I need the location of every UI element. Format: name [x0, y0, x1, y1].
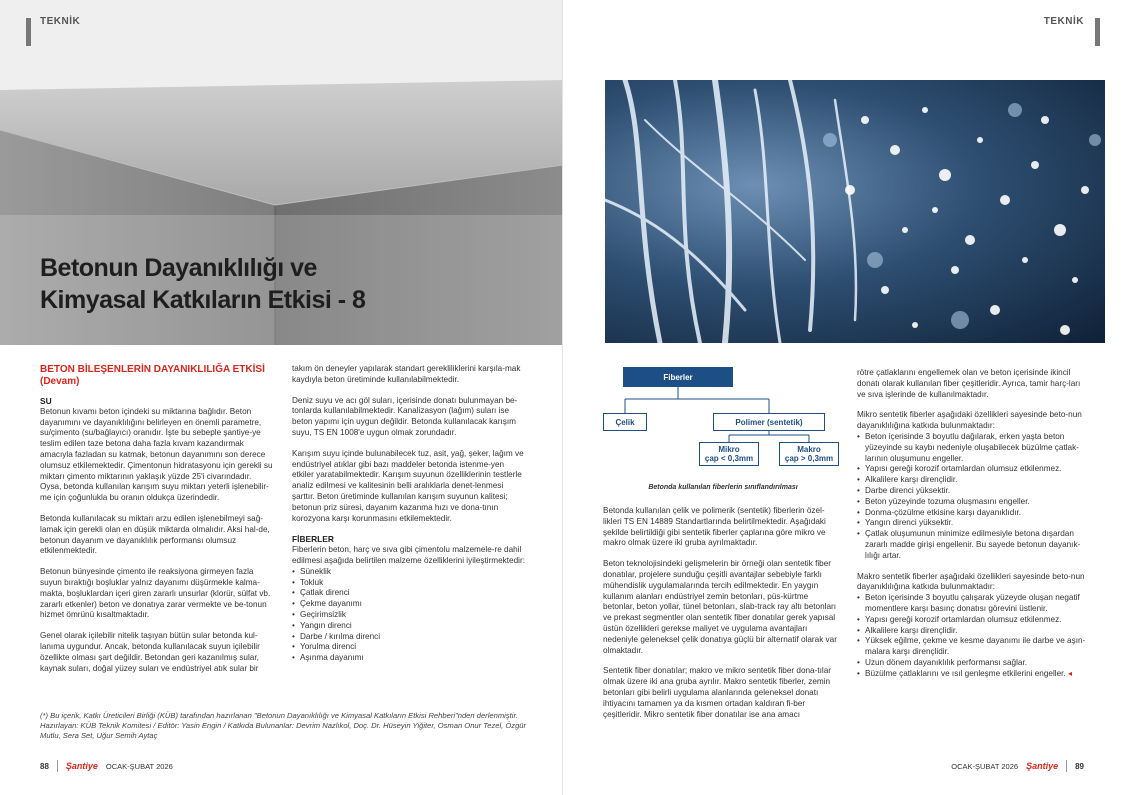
- diagram-node-root: Fiberler: [623, 367, 733, 387]
- list-item: • Aşınma dayanımı: [292, 653, 526, 664]
- section-heading: [40, 364, 274, 388]
- water-splash-photo: [605, 80, 1105, 343]
- paragraph: Betonun bünyesinde çimento ile reaksiyona girmeyen fazla suyun bıraktığı boşluklar yalnız dayanımı düşürmekle kalma-makta, boşluklardan içeri giren zararlı unsurlar (klorür, sülfat vb. zararlı etkenler) beton ve donatıya zarar vermekte ve be-tonun hizmet ömrünü kısaltmaktadır.: [40, 567, 271, 620]
- list-item: • Yangın direnci: [292, 621, 526, 632]
- fiber-properties-list: [292, 567, 526, 664]
- section-tag-bar: [26, 18, 31, 46]
- list-item: • Yapısı gereği korozif ortamlardan olumsuz etkilenmez.: [857, 615, 1087, 626]
- section-tag: TEKNİK: [40, 16, 81, 27]
- right-column-1: [603, 506, 837, 730]
- list-item: • Çatlak oluşumunun minimize edilmesiyle betona dışardan zararlı madde girişi engellenir. Bu sayede betonun dayanık-lılığı artar.: [857, 529, 1087, 561]
- paragraph: Beton teknolojisindeki gelişmelerin bir örneği olan sentetik fiber donatılar, projelere sunduğu çeşitli avantajlar sebebiyle farklı mühendislik uygulamalarında tercih edilmektedir. En yaygın kullanım alanları endüstriyel zemin betonları, püs-kürtme betonlar, beton yollar, tünel betonları, slab-track ray altı betonları ve prekast segmentler olan sentetik fiber donatılar gerek yapısal üstün özellikleri gerekse maliyet ve uygulama avantajları nedeniyle geleneksel çelik donatıya güçlü bir alternatif olarak var olmaktadır.: [603, 559, 837, 655]
- section-tag-bar: [1095, 18, 1100, 46]
- paragraph: Genel olarak içilebilir nitelik taşıyan bütün sular betonda kul-lanıma uygundur. Ancak, betonda kullanılacak suyun içilebilir özellikte olması şart değildir. Betondan geri kazanılmış sular, kaynak suları, doğal yüzey suları ve endüstriyel atık sular bir: [40, 631, 260, 673]
- diagram-node-micro: [699, 442, 759, 466]
- diagram-node-steel: Çelik: [603, 413, 647, 431]
- list-item: • Çekme dayanımı: [292, 599, 526, 610]
- list-item: • Alkalilere karşı dirençlidir.: [857, 626, 1087, 637]
- title-line-2: Kimyasal Katkıların Etkisi - 8: [40, 286, 366, 314]
- list-item: • Süneklik: [292, 567, 526, 578]
- paragraph: Betonda kullanılacak su miktarı arzu edilen işlenebilmeyi sağ-lamak için gerekli olan en düşük miktarda olmalıdır. Aksi hal-de, betonun dayanım ve dayanıklılık performansı olumsuz etkilenmektedir.: [40, 513, 270, 556]
- footnote: (*) Bu içerik, Katkı Üreticileri Birliği (KÜB) tarafından hazırlanan "Betonun Dayanıklılığı ve Kimyasal Katkıların Etkisi Rehberi"nden derlenmiştir. Hazırlayan: KÜB Teknik Komitesi / Editör: Yasin Engin / Katkıda Bulunanlar: Devrim Nazlıkol, Doç. Dr. Hüseyin Yiğiter, Osman Onur Tezel, Özgür Mutlu, Sera Set, Uğur Semih Aytaç: [40, 711, 527, 740]
- list-item: • Çatlak direnci: [292, 588, 526, 599]
- micro-fiber-list: [857, 432, 1087, 562]
- right-footer: [951, 760, 1084, 772]
- macro-fiber-list: [857, 593, 1087, 679]
- section-heading-line-2: (Devam): [40, 376, 80, 387]
- page-number: 89: [1075, 761, 1084, 771]
- magazine-logo: Şantiye: [1026, 761, 1059, 771]
- fiber-heading: FİBERLER: [292, 534, 334, 545]
- list-item: • Tokluk: [292, 578, 526, 589]
- paragraph: Betonda kullanılan çelik ve polimerik (sentetik) fiberlerin özel-likleri TS EN 14889 Standartlarında belirtilmektedir. Aşağıdaki şekilde belirtildiği gibi sentetik fiberler çaplarına göre mikro ve makro olmak üzere iki gruba ayrılmaktadır.: [603, 506, 826, 548]
- list-item: • Darbe / kırılma direnci: [292, 632, 526, 643]
- diagram-caption: Betonda kullanılan fiberlerin sınıflandırılması: [648, 484, 798, 491]
- micro-fiber-intro: Mikro sentetik fiberler aşağıdaki özellikleri sayesinde beto-nun dayanıklılığına katkıda bulunmaktadır:: [857, 410, 1082, 431]
- left-column-1: [40, 364, 274, 684]
- su-heading: SU: [40, 396, 52, 406]
- diagram-node-polymer: Polimer (sentetik): [713, 413, 825, 431]
- paragraph: Betonun kıvamı beton içindeki su miktarına bağlıdır. Beton dayanımını ve dayanıklılığını belirleyen en önemli parametre, su/çimento (su/bağlayıcı) oranıdır. İşte bu sebeple şantiye-ye teslim edilen taze betona daha fazla kıvam kazandırmak amacıyla fazladan su katmak, betonun dayanımını son derece olumsuz etkilemektedir. Çimentonun hidratasyonu için gerekli su miktarı çimento miktarının yaklaşık yüzde 25'i civarındadır. Oysa, betonda kullanılan karışım suyu miktarı yeterli işlenebilir-me için çoğunlukla bu oranın oldukça üzerindedir.: [40, 406, 273, 503]
- list-item: • Yüksek eğilme, çekme ve kesme dayanımı ile darbe ve aşın-malara karşı dirençlidir.: [857, 636, 1087, 658]
- macro-diameter: çap > 0,3mm: [784, 454, 834, 463]
- right-page: [563, 0, 1126, 795]
- macro-label: Makro: [797, 445, 821, 454]
- paragraph: takım ön deneyler yapılarak standart gerekliliklerini karşıla-mak kaydıyla beton üretiminde kullanılabilmektedir.: [292, 364, 521, 384]
- fiber-intro: Fiberlerin beton, harç ve sıva gibi çimentolu malzemele-re dahil edilmesi aşağıda belirtilen malzeme özelliklerini iyileştirmektedir:: [292, 545, 525, 565]
- left-column-2: [292, 364, 526, 664]
- list-item: • Beton içerisinde 3 boyutlu çalışarak yüzeyde oluşan negatif momentlere karşı basınç donatısı görevini üstlenir.: [857, 593, 1087, 615]
- right-column-2: [857, 368, 1087, 680]
- section-heading-line-1: BETON BİLEŞENLERİN DAYANIKLILIĞA ETKİSİ: [40, 364, 265, 375]
- footer-divider: [1066, 760, 1067, 772]
- list-item: • Darbe direnci yüksektir.: [857, 486, 1087, 497]
- fiber-classification-diagram: [603, 365, 843, 480]
- list-item: • Alkalilere karşı dirençlidir.: [857, 475, 1087, 486]
- list-item: • Yangın direnci yüksektir.: [857, 518, 1087, 529]
- left-footer: [40, 760, 173, 772]
- list-item: • Yorulma direnci: [292, 642, 526, 653]
- article-title: [40, 252, 365, 316]
- list-item: • Uzun dönem dayanıklılık performansı sağlar.: [857, 658, 1087, 669]
- water-splash-illustration: [605, 80, 1105, 343]
- section-tag: TEKNİK: [1043, 16, 1084, 27]
- list-item: [857, 669, 1087, 680]
- paragraph: Sentetik fiber donatılar; makro ve mikro sentetik fiber dona-tılar olmak üzere iki ana gruba ayrılır. Makro sentetik fiberler, zemin betonları gibi belirli uygulama alanlarında geleneksel donatı ihtiyacını tamamen ya da kısmen ortadan kaldıran fi-ber çeşitleridir. Mikro sentetik fiber donatılar ise ana amacı: [603, 666, 831, 719]
- end-of-article-icon: ◂: [1067, 668, 1072, 678]
- issue-date: OCAK-ŞUBAT 2026: [105, 761, 173, 771]
- magazine-logo: Şantiye: [65, 761, 98, 771]
- title-line-1: Betonun Dayanıklılığı ve: [40, 254, 317, 282]
- paragraph: Karışım suyu içinde bulunabilecek tuz, asit, yağ, şeker, lağım ve endüstriyel atıklar gibi bazı maddeler betonda istenme-yen etkiler yaratabilmektedir. Karışım suyunun özelliklerinin testlerle analiz edilmesi ve kalitesinin belli aralıklarla denet-lenmesi şarttır. Beton üretiminde kullanılan karışım suyunun kalitesi; betonun priz süresi, dayanım kazanma hızı ve dona-tının korozyona karşı korunmasını etkilemektedir.: [292, 448, 524, 523]
- issue-date: OCAK-ŞUBAT 2026: [951, 761, 1019, 771]
- list-item-text: Büzülme çatlaklarını ve ısıl genleşme etkilerini engeller.: [865, 668, 1066, 678]
- list-item: • Geçirimsizlik: [292, 610, 526, 621]
- list-item: • Beton yüzeyinde tozuma oluşmasını engeller.: [857, 497, 1087, 508]
- list-item: • Yapısı gereği korozif ortamlardan olumsuz etkilenmez.: [857, 464, 1087, 475]
- footer-divider: [57, 760, 58, 772]
- list-item: • Beton içerisinde 3 boyutlu dağılarak, erken yaşta beton yüzeyinde su kaybı nedeniyle oluşabilecek büzülme çatlak-larının oluşumunu engeller.: [857, 432, 1087, 464]
- micro-diameter: çap < 0,3mm: [704, 454, 754, 463]
- diagram-node-macro: [779, 442, 839, 466]
- macro-fiber-intro: Makro sentetik fiberler aşağıdaki özellikleri sayesinde beto-nun dayanıklılığına katkıda bulunmaktadır:: [857, 571, 1085, 592]
- paragraph: rötre çatlaklarını engellemek olan ve beton içerisinde ikincil donatı olarak kullanılan fiber çeşitleridir. Ayrıca, tamir harç-ları ve sıva işlerinde de kullanılmaktadır.: [857, 368, 1081, 399]
- paragraph: Deniz suyu ve acı göl suları, içerisinde donatı bulunmayan be-tonlarda kullanılabilmektedir. Kanalizasyon (lağım) suları ise beton yapımı için uygun değildir. Betonda kullanılacak karışım suyu, TS EN 1008'e uygun olmak zorundadır.: [292, 395, 518, 437]
- page-number: 88: [40, 761, 49, 771]
- micro-label: Mikro: [718, 445, 740, 454]
- list-item: • Donma-çözülme etkisine karşı dayanıklıdır.: [857, 508, 1087, 519]
